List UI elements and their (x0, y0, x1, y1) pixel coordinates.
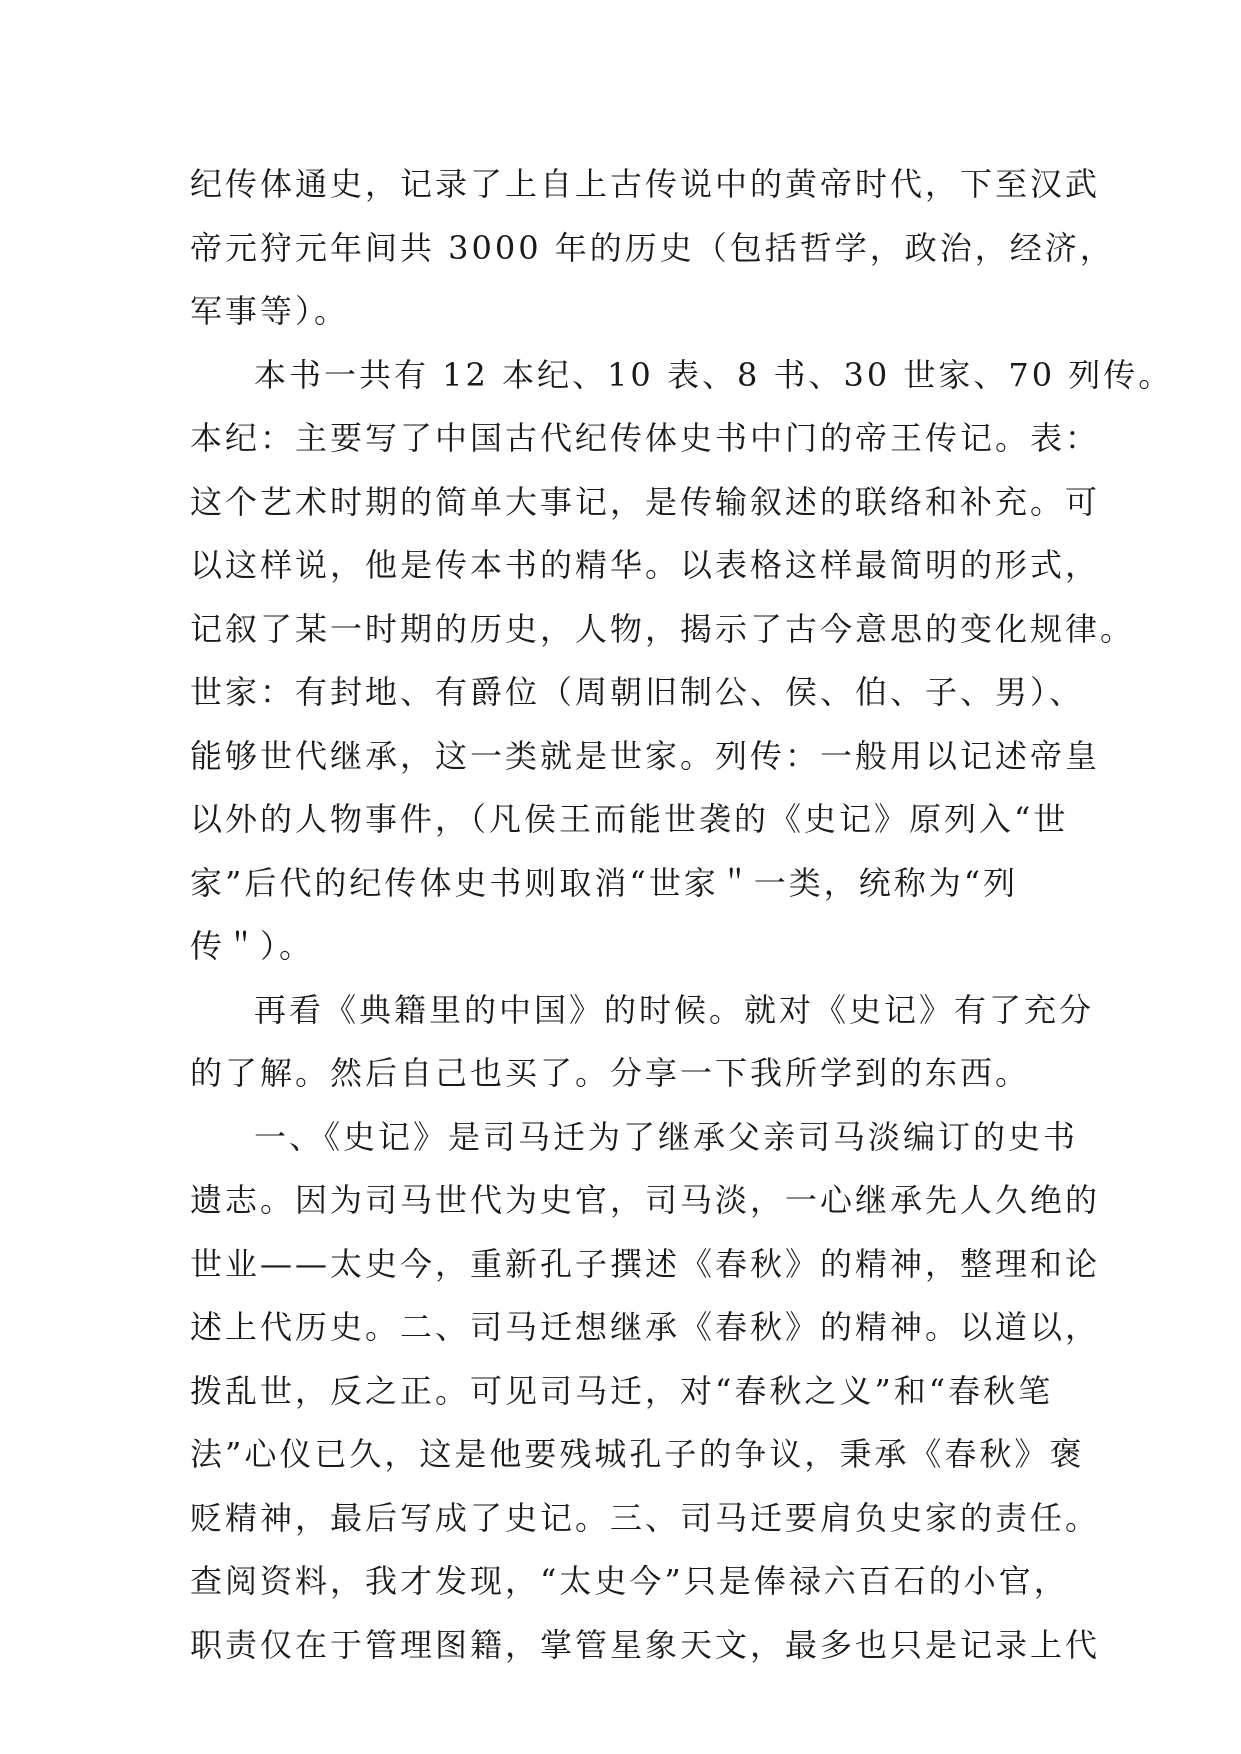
text-line: 查阅资料，我才发现，“太史今”只是俸禄六百石的小官， (190, 1562, 1069, 1600)
text-line: 的了解。然后自己也买了。分享一下我所学到的东西。 (190, 1054, 1031, 1092)
document-body (190, 153, 1174, 1677)
text-line: 贬精神，最后写成了史记。三、司马迁要肩负史家的责任。 (190, 1498, 1101, 1537)
text-line: 法”心仪已久，这是他要残城孔子的争议，秉承《春秋》褒 (190, 1435, 1085, 1473)
text-line: 纪传体通史，记录了上自上古传说中的黄帝时代，下至汉武 (190, 165, 1101, 203)
text-line: 以这样说，他是传本书的精华。以表格这样最简明的形式， (190, 546, 1101, 584)
text-line: 能够世代继承，这一类就是世家。列传：一般用以记述帝皇 (190, 736, 1101, 775)
text-line: 一、《史记》是司马迁为了继承父亲司马淡编订的史书 (254, 1117, 1079, 1156)
text-line: 世家：有封地、有爵位（周朝旧制公、侯、伯、子、男）、 (190, 673, 1085, 711)
text-line: 传＂）。 (190, 927, 315, 965)
text-line: 拨乱世，反之正。可见司马迁，对“春秋之义”和“春秋笔 (190, 1371, 1054, 1410)
text-line: 遗志。因为司马世代为史官，司马淡，一心继承先人久绝的 (190, 1181, 1101, 1219)
text-line: 军事等）。 (190, 292, 350, 330)
text-line: 记叙了某一时期的历史，人物，揭示了古今意思的变化规律。 (190, 609, 1136, 648)
text-line: 再看《典籍里的中国》的时候。就对《史记》有了充分 (254, 990, 1095, 1029)
text-line: 述上代历史。二、司马迁想继承《春秋》的精神。以道以， (190, 1308, 1101, 1346)
text-line: 职责仅在于管理图籍，掌管星象天文，最多也只是记录上代 (190, 1625, 1101, 1664)
text-line: 以外的人物事件，（凡侯王而能世袭的《史记》原列入“世 (190, 800, 1069, 838)
text-line: 这个艺术时期的简单大事记，是传输叙述的联络和补充。可 (190, 482, 1101, 521)
text-line: 本书一共有 12 本纪、10 表、8 书、30 世家、70 列传。 (254, 355, 1174, 394)
text-line: 本纪：主要写了中国古代纪传体史书中门的帝王传记。表： (190, 419, 1101, 457)
text-line: 帝元狩元年间共 3000 年的历史（包括哲学，政治，经济， (190, 228, 1115, 267)
text-line: 世业——太史今，重新孔子撰述《春秋》的精神，整理和论 (190, 1244, 1101, 1283)
text-line: 家”后代的纪传体史书则取消“世家＂一类，统称为“列 (190, 863, 1019, 902)
